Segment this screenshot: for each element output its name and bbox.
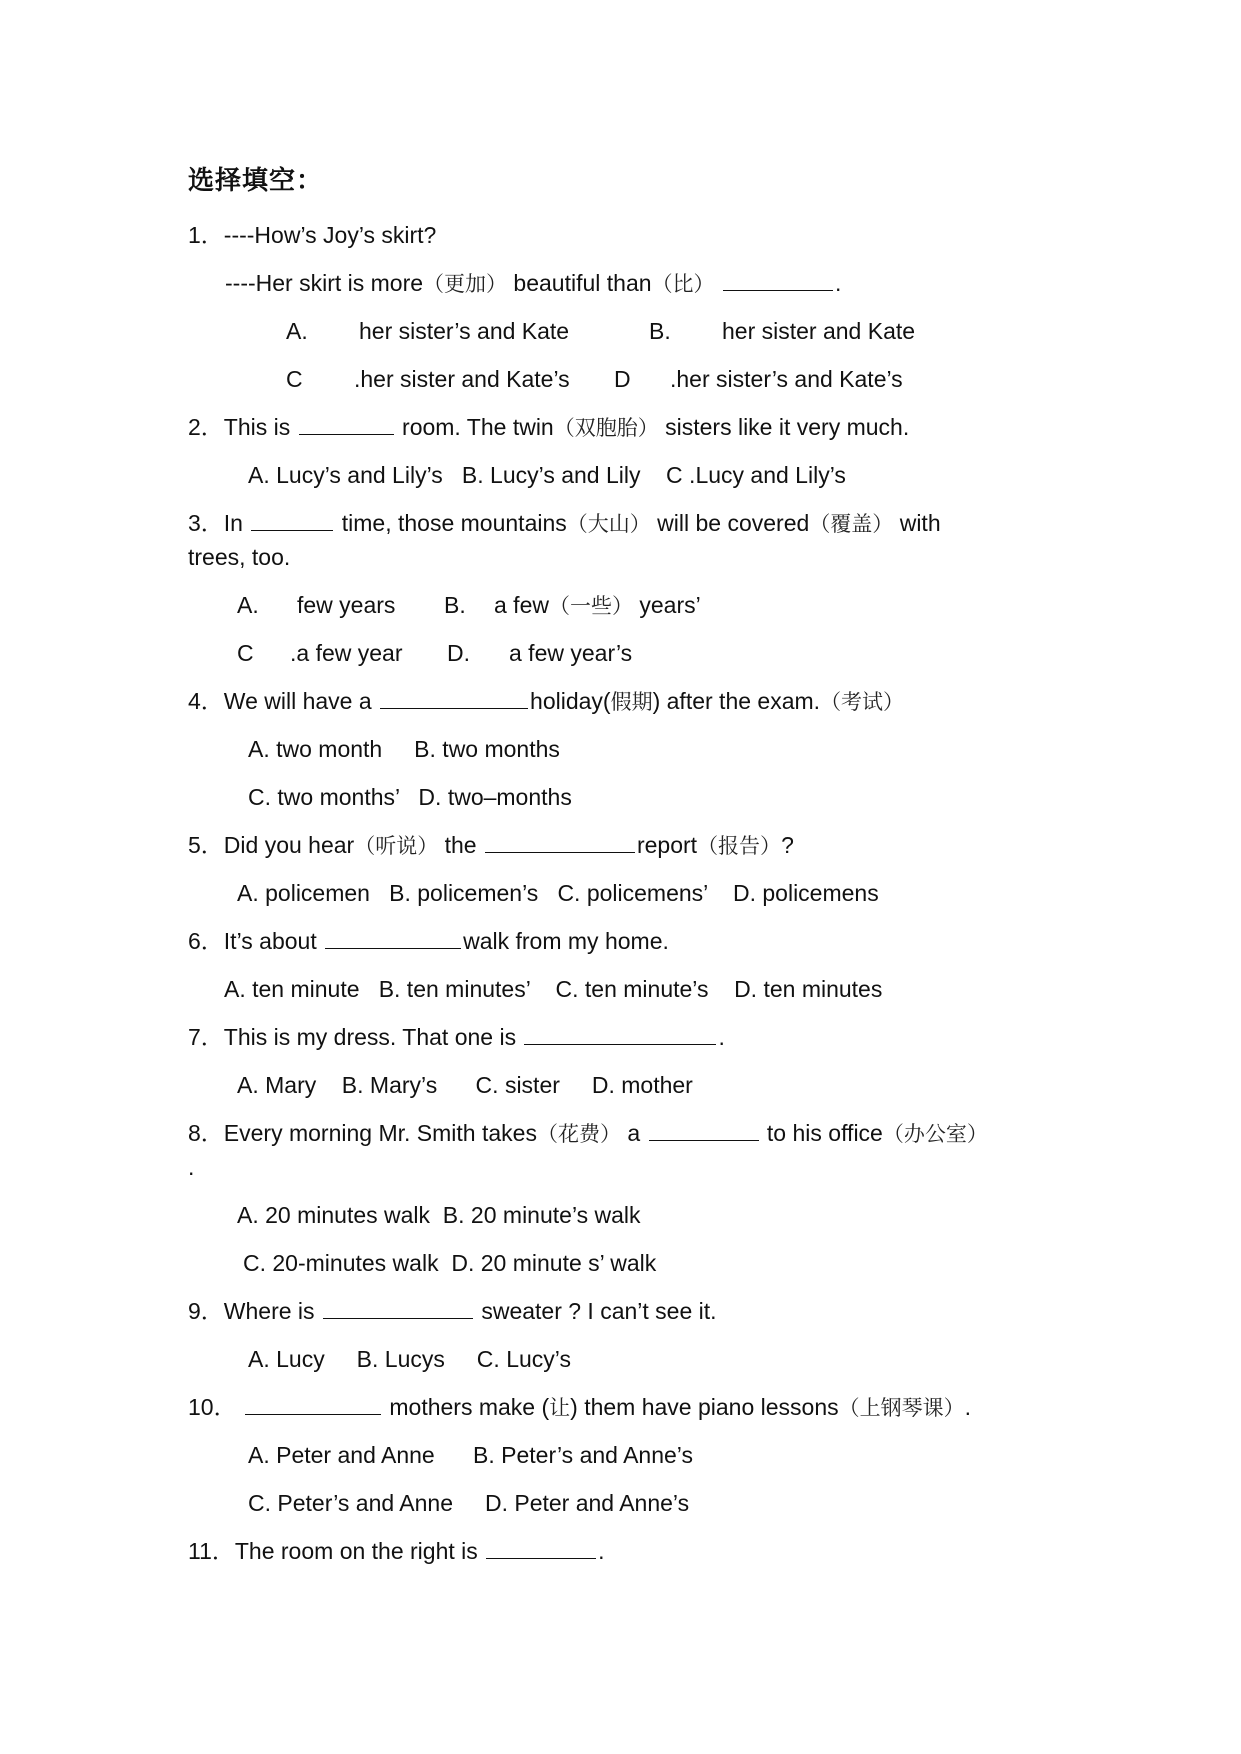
question-5-prompt: [188, 830, 794, 861]
q1-option-d[interactable]: .her sister’s and Kate’s: [670, 366, 903, 392]
q5-text: ?: [781, 832, 794, 858]
question-10-options-row-2[interactable]: C. Peter’s and Anne D. Peter and Anne’s: [248, 1490, 690, 1516]
q1-option-b[interactable]: her sister and Kate: [722, 318, 916, 344]
q11-text: 11．The room on the right is: [188, 1538, 478, 1564]
answer-blank[interactable]: [380, 686, 528, 709]
q10-gloss-piano-lessons: （上钢琴课）: [838, 1396, 965, 1420]
q1-option-a[interactable]: her sister’s and Kate: [359, 318, 570, 344]
question-9-options[interactable]: A. Lucy B. Lucys C. Lucy’s: [248, 1346, 571, 1372]
answer-blank[interactable]: [299, 412, 394, 435]
q3-gloss-mountains: （大山）: [566, 512, 651, 536]
q9-text: 9．Where is: [188, 1298, 315, 1324]
q2-text: 2．This is: [188, 414, 291, 440]
question-8-options-row-2[interactable]: C. 20-minutes walk D. 20 minute s’ walk: [243, 1250, 657, 1276]
q1-text: ----Her skirt is more: [225, 270, 424, 296]
q2-gloss-twin: （双胞胎）: [553, 416, 659, 440]
question-5-options[interactable]: A. policemen B. policemen’s C. policemens’ D. policemens: [237, 880, 879, 906]
question-4-options-row-2[interactable]: C. two months’ D. two–months: [248, 784, 572, 810]
q1-option-c[interactable]: .her sister and Kate’s: [354, 366, 570, 392]
question-4-prompt: [188, 686, 904, 717]
question-2-prompt: [188, 412, 909, 443]
q9-text: sweater ? I can’t see it.: [474, 1298, 717, 1324]
question-9-prompt: [188, 1296, 717, 1326]
answer-blank[interactable]: [485, 830, 635, 853]
answer-blank[interactable]: [251, 508, 333, 531]
q5-gloss-report: （报告）: [697, 834, 782, 858]
answer-blank[interactable]: [649, 1118, 759, 1141]
q8-text: a: [620, 1120, 641, 1146]
q8-text: to his office: [760, 1120, 883, 1146]
q3-text: 3．In: [188, 510, 243, 536]
q10-text: 10．: [188, 1394, 237, 1420]
q8-text: 8．Every morning Mr. Smith takes: [188, 1120, 537, 1146]
q3-option-b-letter: B.: [444, 592, 466, 618]
question-7-options[interactable]: A. Mary B. Mary’s C. sister D. mother: [237, 1072, 693, 1098]
q3-text: will be covered: [650, 510, 810, 536]
q3-gloss-covered: （覆盖）: [809, 512, 894, 536]
q7-text: 7．This is my dress. That one is: [188, 1024, 517, 1050]
q3-text: time, those mountains: [335, 510, 567, 536]
q10-gloss-make: 让: [549, 1396, 571, 1420]
q5-text: report: [636, 832, 698, 858]
q1-option-d-letter: D: [614, 366, 631, 392]
question-2-options[interactable]: A. Lucy’s and Lily’s B. Lucy’s and Lily C .Lucy and Lily’s: [248, 462, 846, 488]
question-8-prompt-continued: .: [188, 1154, 195, 1180]
q7-text: .: [718, 1024, 725, 1050]
question-6-prompt: [188, 926, 669, 956]
question-10-options-row-1[interactable]: A. Peter and Anne B. Peter’s and Anne’s: [248, 1442, 693, 1468]
question-3-prompt: [188, 508, 941, 539]
answer-blank[interactable]: [245, 1392, 381, 1415]
q3-option-d[interactable]: a few year’s: [509, 640, 633, 666]
answer-blank[interactable]: [486, 1536, 596, 1559]
answer-blank[interactable]: [723, 268, 833, 291]
q3-option-c-letter: C: [237, 640, 254, 666]
q3-option-a-letter: A.: [237, 592, 259, 618]
q3-text: with: [893, 510, 941, 536]
q1-option-c-letter: C: [286, 366, 303, 392]
question-11-prompt: [188, 1536, 605, 1566]
question-1-answer-line: [225, 268, 841, 299]
q5-text: 5．Did you hear: [188, 832, 355, 858]
q4-gloss-holiday: 假期: [610, 690, 653, 714]
q11-text: .: [598, 1538, 605, 1564]
q3-option-b-text: a few: [494, 592, 549, 618]
question-8-prompt: [188, 1118, 988, 1149]
q1-text: .: [834, 270, 842, 296]
q10-text: mothers make (: [382, 1394, 550, 1420]
q5-text: the: [438, 832, 477, 858]
q1-option-b-letter: B.: [649, 318, 671, 344]
q3-option-b-text: years’: [632, 592, 701, 618]
q4-gloss-exam: （考试）: [820, 690, 905, 714]
question-7-prompt: [188, 1022, 725, 1052]
answer-blank[interactable]: [325, 926, 461, 949]
q5-gloss-hear: （听说）: [354, 834, 439, 858]
q3-gloss-a-few: （一些）: [548, 594, 633, 618]
q2-text: room. The twin: [395, 414, 554, 440]
q4-text: ) after the exam.: [652, 688, 821, 714]
q2-text: sisters like it very much.: [658, 414, 910, 440]
question-1-prompt: 1．----How’s Joy’s skirt?: [188, 222, 437, 248]
q4-text: 4．We will have a: [188, 688, 372, 714]
question-6-options[interactable]: A. ten minute B. ten minutes’ C. ten minute’s D. ten minutes: [224, 976, 883, 1002]
q4-text: holiday(: [530, 688, 611, 714]
question-8-options-row-1[interactable]: A. 20 minutes walk B. 20 minute’s walk: [237, 1202, 641, 1228]
q1-gloss-than: （比）: [651, 272, 715, 296]
q6-text: walk from my home.: [463, 928, 669, 954]
q1-text: beautiful than: [507, 270, 652, 296]
q10-text: .: [964, 1394, 972, 1420]
question-4-options-row-1[interactable]: A. two month B. two months: [248, 736, 560, 762]
question-3-prompt-continued: trees, too.: [188, 544, 291, 570]
q10-text: ) them have piano lessons: [570, 1394, 839, 1420]
question-10-prompt: [188, 1392, 971, 1423]
q1-option-a-letter: A.: [286, 318, 308, 344]
q3-option-c[interactable]: .a few year: [290, 640, 403, 666]
worksheet-heading: 选择填空：: [188, 166, 324, 196]
q8-gloss-takes: （花费）: [536, 1122, 621, 1146]
answer-blank[interactable]: [524, 1022, 716, 1045]
q3-option-a[interactable]: few years: [297, 592, 396, 618]
q3-option-b[interactable]: [494, 590, 701, 621]
q1-gloss-more: （更加）: [423, 272, 508, 296]
answer-blank[interactable]: [323, 1296, 473, 1319]
q8-gloss-office: （办公室）: [882, 1122, 988, 1146]
q3-option-d-letter: D.: [447, 640, 470, 666]
q6-text: 6．It’s about: [188, 928, 317, 954]
